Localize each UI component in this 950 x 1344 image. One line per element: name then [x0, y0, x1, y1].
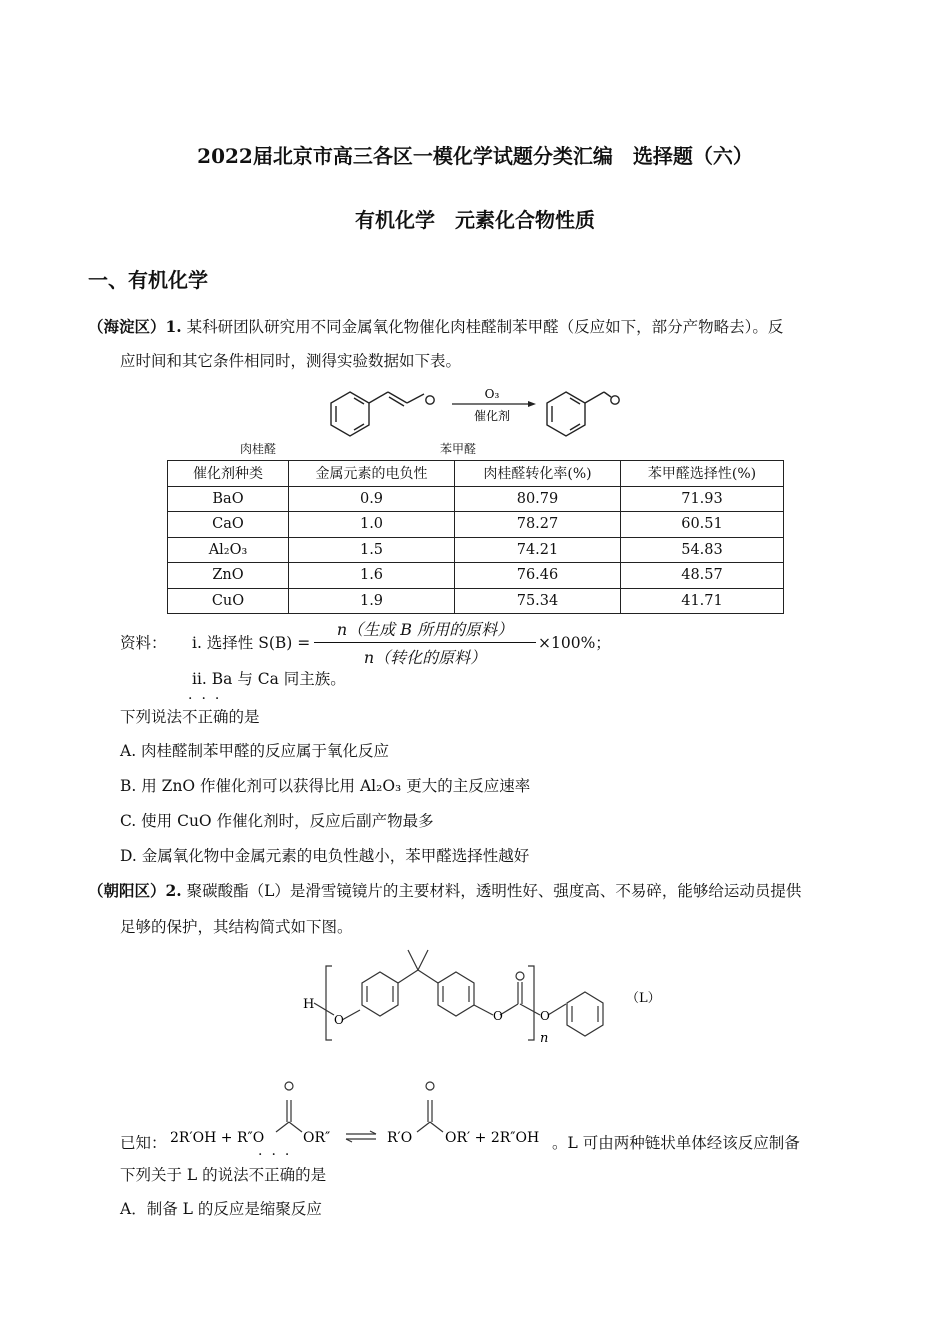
reactant-label: 肉桂醛: [240, 442, 277, 456]
q2-stem-line1: [88, 880, 801, 902]
emphasis-dots: ···: [258, 1147, 299, 1163]
q1-data-table: [167, 460, 784, 614]
q2-question: 下列关于 L 的说法不正确的是: [120, 1166, 327, 1184]
struct-o2: O: [493, 1009, 503, 1023]
table-cell: 1.0: [289, 512, 455, 538]
table-row: [168, 512, 784, 538]
table-cell: Al₂O₃: [168, 537, 289, 563]
table-cell: 60.51: [621, 512, 784, 538]
table-header-cell: 催化剂种类: [168, 461, 289, 487]
table-cell: 0.9: [289, 486, 455, 512]
table-cell: CaO: [168, 512, 289, 538]
table-header-cell: 金属元素的电负性: [289, 461, 455, 487]
table-cell: 74.21: [455, 537, 621, 563]
table-cell: CuO: [168, 588, 289, 614]
polycarbonate-structure: [0, 940, 950, 1050]
eq-right: R′O: [387, 1130, 413, 1146]
q2-stem-text: 聚碳酸酯（L）是滑雪镜镜片的主要材料，透明性好、强度高、不易碎，能够给运动员提供: [186, 882, 802, 900]
q1-option-a: A. 肉桂醛制苯甲醛的反应属于氧化反应: [120, 742, 390, 760]
eq-left: 2R′OH + R″O: [170, 1130, 265, 1146]
q1-option-d: D. 金属氧化物中金属元素的电负性越小，苯甲醛选择性越好: [120, 847, 530, 865]
known-suffix: 。L 可由两种链状单体经该反应制备: [552, 1134, 800, 1152]
table-row: [168, 486, 784, 512]
page-subtitle: 有机化学 元素化合物性质: [355, 208, 595, 232]
table-cell: ZnO: [168, 563, 289, 589]
cinnamaldehyde-structure: [331, 392, 434, 436]
eq-right-tail: OR′ + 2R″OH: [445, 1130, 540, 1146]
table-cell: BaO: [168, 486, 289, 512]
table-cell: 1.9: [289, 588, 455, 614]
q2-stem-line2: 足够的保护，其结构简式如下图。: [120, 918, 353, 936]
table-cell: 54.83: [621, 537, 784, 563]
material-label: 资料：: [120, 634, 167, 652]
struct-o1: O: [334, 1013, 344, 1027]
table-cell: 1.5: [289, 537, 455, 563]
known-prefix: 已知：: [120, 1134, 167, 1152]
catalyst-label: 催化剂: [473, 409, 511, 423]
reagent-label: O₃: [484, 387, 500, 401]
benzaldehyde-structure: [547, 392, 619, 436]
struct-h: H: [303, 997, 315, 1012]
table-header-cell: 苯甲醛选择性(%): [621, 461, 784, 487]
fraction-denominator: n（转化的原料）: [363, 648, 487, 667]
table-cell: 48.57: [621, 563, 784, 589]
q1-option-c: C. 使用 CuO 作催化剂时，反应后副产物最多: [120, 812, 434, 830]
q1-stem-line1: [88, 316, 783, 338]
struct-o3: O: [540, 1009, 550, 1023]
table-cell: 71.93: [621, 486, 784, 512]
table-cell: 41.71: [621, 588, 784, 614]
fraction-suffix: ×100%；: [538, 634, 611, 652]
fraction-numerator: n（生成 B 所用的原料）: [314, 617, 536, 643]
table-cell: 78.27: [455, 512, 621, 538]
table-cell: 80.79: [455, 486, 621, 512]
page-title: 2022届北京市高三各区一模化学试题分类汇编 选择题（六）: [197, 144, 753, 168]
table-cell: 76.46: [455, 563, 621, 589]
emphasis-dots: ···: [188, 691, 229, 707]
table-cell: 1.6: [289, 563, 455, 589]
q2-tag: （朝阳区）2.: [88, 881, 182, 900]
struct-n: n: [540, 1031, 549, 1046]
table-header-cell: 肉桂醛转化率(%): [455, 461, 621, 487]
q1-tag: （海淀区）1.: [88, 317, 182, 336]
table-row: [168, 588, 784, 614]
note-ii: ⅱ. Ba 与 Ca 同主族。: [192, 670, 346, 688]
carbonate-exchange-equation: [0, 1076, 950, 1156]
eq-left-tail: OR″: [303, 1130, 331, 1146]
table-row: [168, 563, 784, 589]
q1-option-b: B. 用 ZnO 作催化剂可以获得比用 Al₂O₃ 更大的主反应速率: [120, 777, 531, 795]
table-header-row: [168, 461, 784, 487]
table-cell: 75.34: [455, 588, 621, 614]
product-label: 苯甲醛: [440, 442, 477, 456]
q1-question: 下列说法不正确的是: [120, 708, 260, 726]
struct-label: （L）: [626, 991, 661, 1006]
q1-stem-line2: 应时间和其它条件相同时，测得实验数据如下表。: [120, 352, 462, 370]
note-i-prefix: ⅰ. 选择性 S(B) =: [192, 634, 311, 652]
q2-option-a: A．制备 L 的反应是缩聚反应: [120, 1200, 322, 1218]
q1-stem-text: 某科研团队研究用不同金属氧化物催化肉桂醛制苯甲醛（反应如下，部分产物略去）。反: [186, 318, 784, 336]
selectivity-fraction: [314, 617, 536, 668]
table-row: [168, 537, 784, 563]
section-heading: 一、有机化学: [88, 268, 208, 292]
